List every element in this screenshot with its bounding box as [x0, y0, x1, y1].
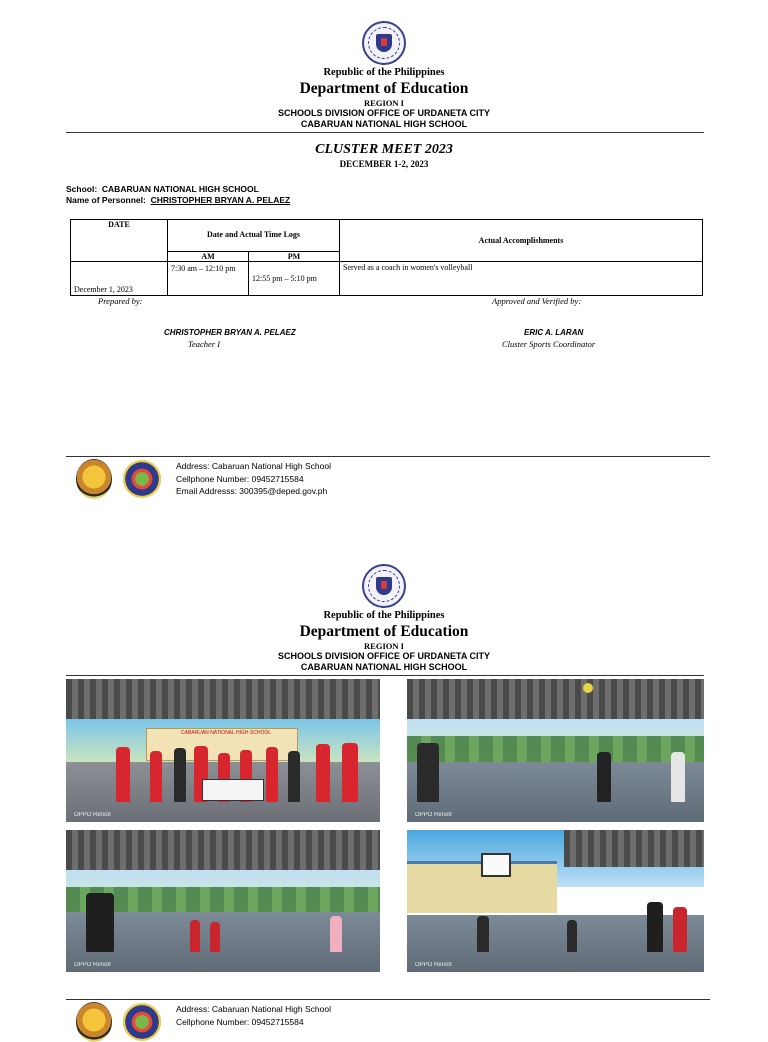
footer-divider-page2 — [66, 999, 710, 1000]
row-pm: 12:55 pm – 5:10 pm — [249, 262, 340, 296]
footer-contact — [176, 460, 331, 498]
approved-title: Cluster Sports Coordinator — [502, 339, 596, 349]
volleyball — [583, 683, 593, 693]
prepared-name: CHRISTOPHER BRYAN A. PELAEZ — [164, 328, 296, 337]
event-dates: DECEMBER 1-2, 2023 — [339, 159, 429, 169]
footer-divider — [66, 456, 710, 457]
republic-heading: Republic of the Philippines — [323, 67, 445, 78]
camera-stamp: OPPO Reno8 — [415, 812, 452, 818]
camera-stamp: OPPO Reno8 — [74, 812, 111, 818]
deped-seal-logo — [362, 21, 406, 65]
division-logo — [123, 460, 161, 498]
am-header: AM — [168, 252, 249, 262]
event-title: CLUSTER MEET 2023 — [315, 142, 453, 157]
header-divider — [66, 132, 704, 133]
time-log-table — [70, 219, 703, 296]
team-banner — [202, 779, 264, 801]
personnel-name: CHRISTOPHER BRYAN A. PELAEZ — [150, 195, 291, 205]
personnel-line: Name of Personnel: CHRISTOPHER BRYAN A. PELAEZ — [66, 195, 291, 205]
division-logo-page2 — [123, 1003, 161, 1041]
footer-phone: Cellphone Number: 09452715584 — [176, 473, 304, 484]
footer-phone-page2: Cellphone Number: 09452715584 — [176, 1016, 304, 1027]
pm-header: PM — [249, 252, 340, 262]
school-banner-text: CABARUAN NATIONAL HIGH SCHOOL — [180, 730, 271, 737]
prepared-title: Teacher I — [188, 339, 221, 349]
row-date: December 1, 2023 — [71, 262, 168, 296]
approved-by-label: Approved and Verified by: — [492, 296, 582, 306]
school-logo — [76, 459, 112, 499]
republic-heading-page2: Republic of the Philippines — [323, 610, 445, 621]
approved-name: ERIC A. LARAN — [524, 328, 584, 337]
date-header: DATE — [71, 220, 168, 262]
basketball-backboard — [481, 853, 511, 877]
region-heading-page2: REGION I — [364, 641, 404, 651]
region-heading: REGION I — [364, 98, 404, 108]
division-heading: SCHOOLS DIVISION OFFICE OF URDANETA CITY — [277, 108, 490, 118]
school-heading-page2: CABARUAN NATIONAL HIGH SCHOOL — [300, 662, 468, 672]
school-logo-page2 — [76, 1002, 112, 1042]
header-divider-page2 — [66, 675, 704, 676]
photo-volleyball-game-1 — [407, 679, 704, 822]
table-row — [71, 262, 703, 296]
photo-volleyball-game-2 — [66, 830, 380, 972]
row-am: 7:30 am – 12:10 pm — [168, 262, 249, 296]
footer-contact-page2 — [176, 1003, 331, 1028]
camera-stamp: OPPO Reno8 — [74, 962, 111, 968]
footer-address-page2: Address: Cabaruan National High School — [176, 1004, 331, 1014]
photo-team-group — [66, 679, 380, 822]
deped-seal-logo-page2 — [362, 564, 406, 608]
school-heading: CABARUAN NATIONAL HIGH SCHOOL — [300, 119, 468, 129]
row-accomplishment: Served as a coach in women's volleyball — [340, 262, 703, 296]
department-heading-page2: Department of Education — [299, 623, 469, 640]
camera-stamp: OPPO Reno8 — [415, 962, 452, 968]
footer-address: Address: Cabaruan National High School — [176, 461, 331, 471]
division-heading-page2: SCHOOLS DIVISION OFFICE OF URDANETA CITY — [277, 651, 490, 661]
photo-volleyball-game-3 — [407, 830, 704, 972]
footer-email: Email Addresss: 300395@deped.gov.ph — [176, 486, 328, 496]
department-heading: Department of Education — [299, 80, 469, 97]
timelogs-header: Date and Actual Time Logs — [168, 220, 340, 252]
accomplishments-header: Actual Accomplishments — [340, 220, 703, 262]
prepared-by-label: Prepared by: — [98, 296, 143, 306]
school-line: School: CABARUAN NATIONAL HIGH SCHOOL — [66, 184, 259, 194]
